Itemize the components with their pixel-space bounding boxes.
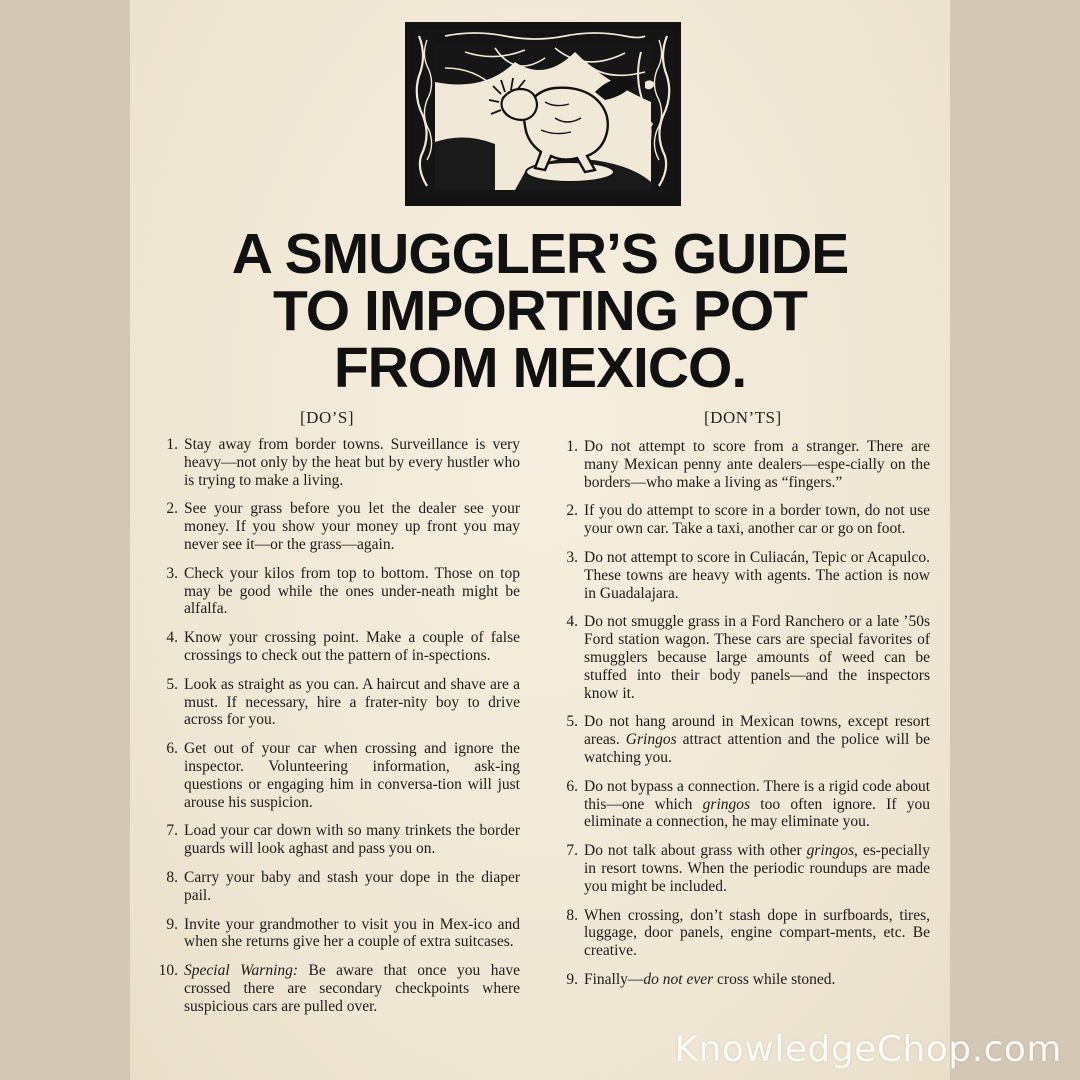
dos-item-text — [184, 565, 520, 618]
donts-item-number: 6. — [566, 777, 578, 795]
dos-item-number: 3. — [166, 564, 178, 582]
donts-item-number: 9. — [566, 970, 578, 988]
dos-item-text — [184, 962, 520, 1015]
donts-item-text-part: attract attention and the police will be watching you. — [584, 731, 930, 766]
donts-item-text-part: Finally— — [584, 970, 644, 988]
dos-item — [148, 629, 520, 665]
dos-item — [148, 962, 520, 1015]
dos-item-text-part: Load your car down with so many trinkets the border guards will look aghast and pass you on. — [184, 822, 520, 858]
donts-item — [556, 842, 930, 895]
dos-item-text-part: Invite your grandmother to visit you in Mex-ico and when she returns give her a couple of extra suitcases. — [184, 915, 520, 951]
dos-item-number: 10. — [158, 962, 178, 980]
donts-item-text-part: cross while stoned. — [713, 970, 836, 988]
donts-item-text-part: Do not smuggle grass in a Ford Ranchero or a late ’50s Ford station wagon. These cars are special favorites of smugglers because large amounts of weed can be stuffed into their body panels—and the inspectors know it. — [584, 613, 930, 702]
donts-item-text — [584, 549, 930, 602]
donts-item-number: 8. — [566, 906, 578, 924]
dos-item-text-part: Carry your baby and stash your dope in the diaper pail. — [184, 868, 520, 904]
dos-item-text — [184, 500, 520, 553]
dos-item-number: 4. — [166, 629, 178, 647]
donts-item — [556, 971, 930, 989]
dos-item-text-part: Stay away from border towns. Surveillance is very heavy—not only by the heat but by every hustler who is trying to make a living. — [184, 436, 520, 489]
donts-item-number: 1. — [566, 438, 578, 455]
donts-item-text-part: Do not attempt to score from a stranger. There are many Mexican penny ante dealers—espe-cially on the borders—who make a living as “fingers.” — [584, 438, 930, 491]
donts-item-text-part: Do not hang around in Mexican towns, except resort areas. — [584, 713, 930, 749]
donts-item-text — [584, 713, 930, 766]
title-line-1: A SMUGGLER’S GUIDE — [231, 222, 849, 286]
dos-item — [148, 869, 520, 905]
dos-item-text — [184, 436, 520, 489]
dos-item-number: 5. — [166, 675, 178, 693]
donts-item-number: 7. — [566, 842, 578, 860]
donts-item-number: 4. — [566, 613, 578, 631]
dos-item — [148, 500, 520, 553]
title-line-3: FROM MEXICO. — [333, 336, 747, 400]
watermark: KnowledgeChop.com — [674, 1029, 1062, 1070]
donts-item-number: 3. — [566, 548, 578, 566]
donts-item — [556, 549, 930, 602]
dos-item-number: 7. — [166, 822, 178, 840]
donts-item-text-part: Do not talk about grass with other — [584, 842, 807, 860]
woodcut-illustration — [405, 22, 681, 206]
dos-item — [148, 822, 520, 858]
dos-item-text — [184, 629, 520, 665]
dos-item — [148, 916, 520, 952]
donts-item-number: 5. — [566, 713, 578, 731]
donts-item — [556, 502, 930, 538]
donts-item-number: 2. — [566, 502, 578, 520]
donts-item-text-part: , es-pecially in resort towns. When the periodic roundups are made you might be included. — [584, 842, 930, 895]
dos-item-text-part: Look as straight as you can. A haircut and shave are a must. If necessary, hire a frater-nity boy to drive across for you. — [184, 675, 520, 729]
donts-heading: [DON’TS] — [704, 408, 782, 427]
donts-item-text-part: Gringos — [625, 731, 677, 749]
dos-item-text-part: Special Warning: — [184, 962, 299, 980]
dos-item-number: 8. — [166, 868, 178, 886]
dos-item-number: 6. — [166, 740, 178, 758]
dos-item-text — [184, 869, 520, 905]
dos-item-text-part: Get out of your car when crossing and ignore the inspector. Volunteering information, ask-ing questions or engaging him in conversa-tion will just arouse his suspicion. — [184, 740, 520, 811]
donts-item — [556, 778, 930, 831]
donts-item-text — [584, 613, 930, 702]
dos-heading: [DO’S] — [300, 408, 354, 427]
dos-item-text — [184, 916, 520, 952]
donts-item-text-part: gringos — [702, 795, 751, 813]
dos-list — [148, 436, 520, 1027]
donts-item-text-part: too often ignore. If you eliminate a connection, he may eliminate you. — [584, 795, 931, 831]
dos-item-text — [184, 676, 520, 729]
donts-item-text-part: gringos — [806, 842, 854, 860]
donts-item — [556, 438, 930, 491]
dos-item-text — [184, 822, 520, 858]
donts-item-text-part: When crossing, don’t stash dope in surfboards, tires, luggage, door panels, engine compart-ments, etc. Be creative. — [584, 906, 930, 960]
donts-item-text — [584, 842, 930, 895]
donts-item-text — [584, 907, 930, 960]
dos-item — [148, 436, 520, 489]
donts-item-text — [584, 778, 930, 831]
donts-item-text — [584, 438, 930, 491]
donts-item-text — [584, 971, 930, 989]
page-title — [130, 222, 950, 400]
dos-item-number: 1. — [166, 436, 178, 453]
dos-item-text — [184, 740, 520, 811]
dos-item-text-part: Check your kilos from top to bottom. Those on top may be good while the ones under-neath might be alfalfa. — [184, 564, 520, 618]
dos-item — [148, 676, 520, 729]
donts-item-text-part: Do not attempt to score in Culiacán, Tepic or Acapulco. These towns are heavy with agents. The action is now in Guadalajara. — [584, 548, 930, 602]
donts-item-text — [584, 502, 930, 538]
dos-item-number: 2. — [166, 500, 178, 518]
dos-item-text-part: Know your crossing point. Make a couple of false crossings to check out the pattern of in-spections. — [184, 629, 520, 664]
dos-item-text-part: See your grass before you let the dealer see your money. If you show your money up front you may never see it—or the grass—again. — [184, 500, 520, 553]
dos-item — [148, 565, 520, 618]
donts-item — [556, 613, 930, 702]
dos-item — [148, 740, 520, 811]
title-line-2: TO IMPORTING POT — [273, 279, 807, 343]
donts-item — [556, 907, 930, 960]
dos-item-text-part: Be aware that once you have crossed there are secondary checkpoints where suspicious cars are pulled over. — [184, 962, 520, 1015]
donts-item-text-part: Do not bypass a connection. There is a rigid code about this—one which — [584, 777, 930, 813]
donts-item — [556, 713, 930, 766]
dos-item-number: 9. — [166, 915, 178, 933]
donts-list — [556, 438, 930, 1000]
donts-item-text-part: If you do attempt to score in a border town, do not use your own car. Take a taxi, another car or go on foot. — [584, 502, 930, 538]
donts-item-text-part: do not ever — [643, 970, 714, 988]
